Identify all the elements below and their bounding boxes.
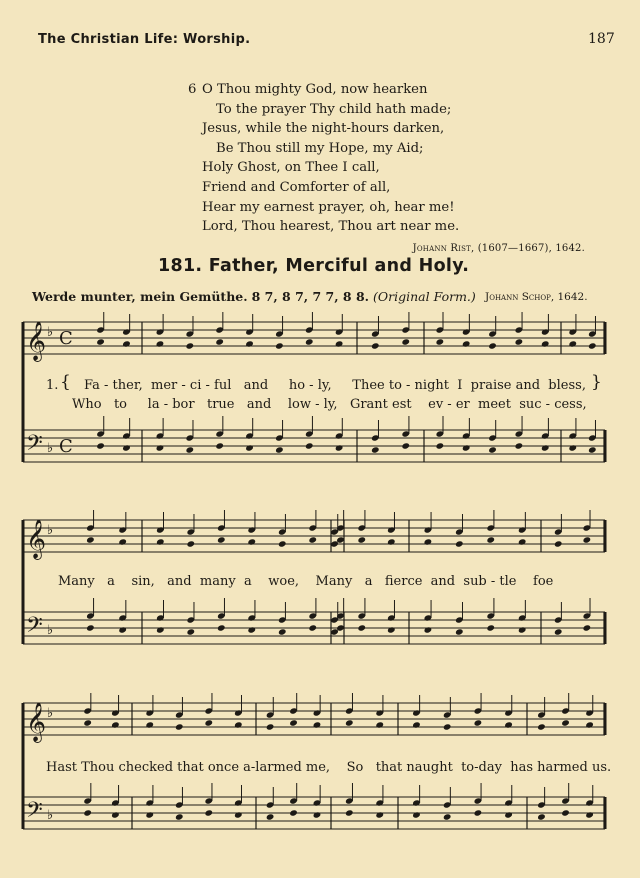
- notehead: [96, 338, 105, 345]
- notehead: [204, 719, 213, 726]
- notehead: [357, 536, 366, 543]
- notehead: [187, 540, 196, 547]
- notehead: [518, 538, 527, 545]
- lyric-line: Who to la - bor true and low - ly, Grant est ev - er meet suc - cess,: [72, 397, 587, 412]
- notehead: [412, 811, 421, 818]
- notehead: [308, 624, 317, 631]
- notehead: [568, 340, 577, 347]
- composer-year: , 1642.: [550, 291, 588, 303]
- notehead: [345, 719, 354, 726]
- notehead: [234, 721, 243, 728]
- notehead: [585, 721, 594, 728]
- notehead: [387, 538, 396, 545]
- flat-sign: ♭: [47, 325, 54, 340]
- notehead: [554, 628, 563, 635]
- running-header: The Christian Life: Worship.: [38, 32, 251, 47]
- notehead: [443, 723, 452, 730]
- brace-left: {: [60, 372, 71, 392]
- notehead: [83, 809, 92, 816]
- notehead: [245, 444, 254, 451]
- author-name: Johann Rist: [412, 243, 471, 254]
- notehead: [111, 721, 120, 728]
- notehead: [305, 338, 314, 345]
- notehead: [111, 811, 120, 818]
- common-time: C: [59, 436, 73, 457]
- notehead: [371, 446, 380, 453]
- notehead: [122, 444, 131, 451]
- notehead: [156, 538, 165, 545]
- notehead: [278, 540, 287, 547]
- notehead: [424, 538, 433, 545]
- notehead: [247, 626, 256, 633]
- notehead: [588, 342, 597, 349]
- verse-line: Be Thou still my Hope, my Aid;: [216, 140, 424, 156]
- notehead: [474, 719, 483, 726]
- notehead: [118, 538, 127, 545]
- notehead: [588, 446, 597, 453]
- notehead: [537, 813, 546, 820]
- common-time: C: [59, 328, 73, 349]
- notehead: [518, 626, 527, 633]
- treble-clef: 𝄞: [26, 321, 47, 361]
- notehead: [537, 723, 546, 730]
- notehead: [86, 536, 95, 543]
- notehead: [585, 811, 594, 818]
- notehead: [186, 446, 195, 453]
- notehead: [561, 719, 570, 726]
- lyric-line: Hast Thou checked that once a-larmed me, So that naught to-day has harmed us.: [46, 760, 612, 775]
- notehead: [305, 442, 314, 449]
- notehead: [541, 444, 550, 451]
- notehead: [462, 444, 471, 451]
- flat-sign: ♭: [47, 523, 54, 538]
- lyric-line: Fa - ther, mer - ci - ful and ho - ly, Thee to - night I praise and bless,: [84, 378, 586, 393]
- notehead: [289, 809, 298, 816]
- notehead: [401, 338, 410, 345]
- treble-clef: 𝄞: [26, 519, 47, 559]
- notehead: [187, 628, 196, 635]
- notehead: [357, 624, 366, 631]
- notehead: [455, 628, 464, 635]
- tune-name: Werde munter, mein Gemüthe.: [32, 289, 248, 304]
- bass-clef: 𝄢: [26, 613, 43, 643]
- verse-line: Lord, Thou hearest, Thou art near me.: [202, 219, 460, 235]
- tune-meter: 8 7, 8 7, 7 7, 8 8.: [251, 289, 370, 304]
- notehead: [86, 624, 95, 631]
- treble-clef: 𝄞: [26, 702, 47, 742]
- notehead: [583, 624, 592, 631]
- tune-form: (Original Form.): [373, 289, 476, 304]
- notehead: [156, 444, 165, 451]
- notehead: [515, 338, 524, 345]
- verse-line: To the prayer Thy child hath made;: [216, 101, 452, 117]
- notehead: [266, 723, 275, 730]
- notehead: [554, 540, 563, 547]
- notehead: [455, 540, 464, 547]
- notehead: [412, 721, 421, 728]
- notehead: [83, 719, 92, 726]
- verse-line: Hear my earnest prayer, oh, hear me!: [202, 199, 455, 215]
- notehead: [424, 626, 433, 633]
- notehead: [118, 626, 127, 633]
- notehead: [375, 811, 384, 818]
- notehead: [488, 446, 497, 453]
- notehead: [215, 442, 224, 449]
- notehead: [504, 811, 513, 818]
- brace-right: }: [591, 372, 602, 392]
- notehead: [462, 340, 471, 347]
- page-number: 187: [588, 31, 615, 47]
- notehead: [436, 338, 445, 345]
- notehead: [345, 809, 354, 816]
- notehead: [568, 444, 577, 451]
- verse-line: O Thou mighty God, now hearken: [202, 82, 428, 97]
- verse-number: 6: [188, 82, 197, 97]
- notehead: [313, 721, 322, 728]
- notehead: [275, 446, 284, 453]
- notehead: [375, 721, 384, 728]
- notehead: [122, 340, 131, 347]
- verse-line: Holy Ghost, on Thee I call,: [202, 160, 380, 176]
- flat-sign: ♭: [47, 441, 54, 456]
- notehead: [175, 723, 184, 730]
- verse-line: Jesus, while the night-hours darken,: [202, 121, 445, 137]
- notehead: [335, 340, 344, 347]
- notehead: [275, 342, 284, 349]
- notehead: [289, 719, 298, 726]
- notehead: [504, 721, 513, 728]
- notehead: [308, 536, 317, 543]
- notehead: [486, 536, 495, 543]
- notehead: [436, 442, 445, 449]
- notehead: [488, 342, 497, 349]
- flat-sign: ♭: [47, 623, 54, 638]
- notehead: [175, 813, 184, 820]
- notehead: [215, 338, 224, 345]
- stanza-number: 1.: [46, 378, 59, 393]
- notehead: [266, 813, 275, 820]
- notehead: [278, 628, 287, 635]
- notehead: [583, 536, 592, 543]
- notehead: [217, 624, 226, 631]
- notehead: [145, 721, 154, 728]
- composer-name: Johann Schop: [485, 291, 551, 303]
- notehead: [474, 809, 483, 816]
- notehead: [204, 809, 213, 816]
- notehead: [234, 811, 243, 818]
- flat-sign: ♭: [47, 706, 54, 721]
- notehead: [401, 442, 410, 449]
- flat-sign: ♭: [47, 808, 54, 823]
- notehead: [335, 444, 344, 451]
- notehead: [387, 626, 396, 633]
- hymn-title: 181. Father, Merciful and Holy.: [158, 256, 470, 276]
- notehead: [247, 538, 256, 545]
- notehead: [486, 624, 495, 631]
- bass-clef: 𝄢: [26, 431, 43, 461]
- verse-line: Friend and Comforter of all,: [202, 179, 391, 195]
- author-dates: , (1607—1667), 1642.: [470, 243, 585, 254]
- notehead: [313, 811, 322, 818]
- notehead: [186, 342, 195, 349]
- notehead: [96, 442, 105, 449]
- notehead: [217, 536, 226, 543]
- notehead: [371, 342, 380, 349]
- notehead: [156, 340, 165, 347]
- notehead: [145, 811, 154, 818]
- notehead: [443, 813, 452, 820]
- notehead: [156, 626, 165, 633]
- notehead: [541, 340, 550, 347]
- lyric-line: Many a sin, and many a woe, Many a fierce and sub - tle foe: [58, 574, 554, 589]
- notehead: [515, 442, 524, 449]
- notehead: [245, 340, 254, 347]
- bass-clef: 𝄢: [26, 798, 43, 828]
- notehead: [561, 809, 570, 816]
